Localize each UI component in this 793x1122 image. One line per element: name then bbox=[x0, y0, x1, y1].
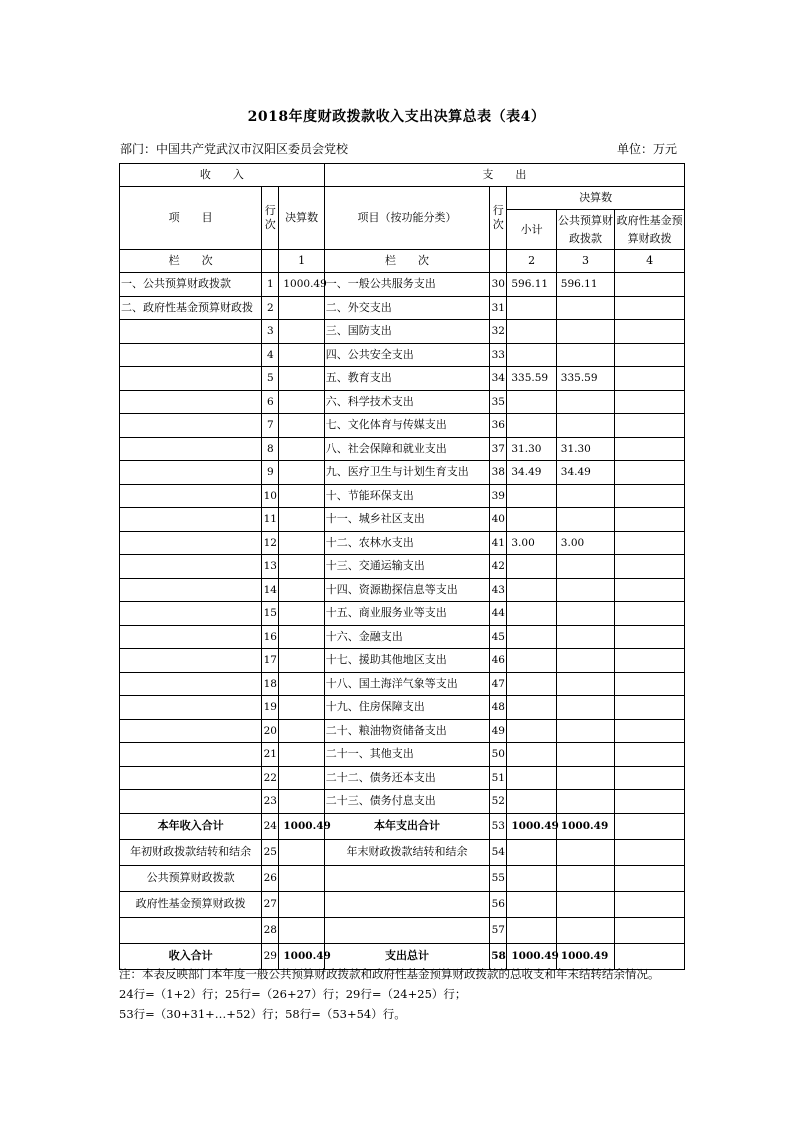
expense-item: 十三、交通运输支出 bbox=[324, 555, 489, 579]
line-number: 13 bbox=[262, 555, 279, 579]
income-amount bbox=[279, 719, 324, 743]
expense-public-budget: 596.11 bbox=[556, 273, 615, 297]
income-item bbox=[120, 508, 262, 532]
year-income-total-amount: 1000.49 bbox=[279, 813, 324, 839]
table-row bbox=[120, 367, 685, 391]
expense-subtotal: 335.59 bbox=[507, 367, 556, 391]
line-number: 15 bbox=[262, 602, 279, 626]
expense-subtotal bbox=[507, 766, 556, 790]
expense-public-budget bbox=[556, 320, 615, 344]
expense-gov-fund bbox=[615, 719, 685, 743]
header-row-2 bbox=[120, 187, 685, 210]
expense-subtotal bbox=[507, 790, 556, 814]
closing-balance-label: 年末财政拨款结转和结余 bbox=[324, 839, 489, 865]
line-number: 3 bbox=[262, 320, 279, 344]
expense-public-budget bbox=[556, 766, 615, 790]
expense-public-budget bbox=[556, 296, 615, 320]
income-amount bbox=[279, 766, 324, 790]
income-column-label: 栏 次 bbox=[120, 250, 262, 273]
line-number: 31 bbox=[490, 296, 507, 320]
line-number: 50 bbox=[490, 743, 507, 767]
table-row bbox=[120, 625, 685, 649]
line-number: 44 bbox=[490, 602, 507, 626]
unit-label: 单位：万元 bbox=[617, 142, 678, 156]
income-amount bbox=[279, 390, 324, 414]
income-item bbox=[120, 649, 262, 673]
expense-item: 十、节能环保支出 bbox=[324, 484, 489, 508]
line-number: 27 bbox=[262, 891, 279, 917]
line-number: 40 bbox=[490, 508, 507, 532]
footnote-line: 24行=（1+2）行；25行=（26+27）行；29行=（24+25）行； bbox=[119, 987, 467, 1001]
income-item bbox=[120, 367, 262, 391]
budget-table bbox=[119, 163, 685, 970]
income-amount: 1000.49 bbox=[279, 273, 324, 297]
column-index-row bbox=[120, 250, 685, 273]
expense-subtotal: 31.30 bbox=[507, 437, 556, 461]
expense-item-header: 项目（按功能分类） bbox=[324, 187, 489, 250]
column-1: 1 bbox=[279, 250, 324, 273]
opening-public-label: 公共预算财政拨款 bbox=[120, 865, 262, 891]
expense-item: 十七、援助其他地区支出 bbox=[324, 649, 489, 673]
expense-item: 四、公共安全支出 bbox=[324, 343, 489, 367]
income-amount bbox=[279, 508, 324, 532]
income-item bbox=[120, 602, 262, 626]
line-number: 48 bbox=[490, 696, 507, 720]
expense-public-budget bbox=[556, 696, 615, 720]
line-number: 22 bbox=[262, 766, 279, 790]
income-amount bbox=[279, 343, 324, 367]
expense-total-subtotal: 1000.49 bbox=[507, 943, 556, 969]
expense-subtotal: 3.00 bbox=[507, 531, 556, 555]
income-amount bbox=[279, 672, 324, 696]
table-row bbox=[120, 555, 685, 579]
page-title: 2018年度财政拨款收入支出决算总表（表4） bbox=[247, 109, 546, 125]
line-number: 42 bbox=[490, 555, 507, 579]
expense-public-budget: 31.30 bbox=[556, 437, 615, 461]
expense-gov-fund bbox=[615, 390, 685, 414]
table-row bbox=[120, 461, 685, 485]
line-number: 58 bbox=[490, 943, 507, 969]
income-item bbox=[120, 461, 262, 485]
income-amount bbox=[279, 296, 324, 320]
expense-public-budget bbox=[556, 602, 615, 626]
income-amount bbox=[279, 531, 324, 555]
line-number: 29 bbox=[262, 943, 279, 969]
opening-fund-row bbox=[120, 891, 685, 917]
expense-gov-fund bbox=[615, 790, 685, 814]
expense-item: 二十一、其他支出 bbox=[324, 743, 489, 767]
line-number: 46 bbox=[490, 649, 507, 673]
expense-item: 八、社会保障和就业支出 bbox=[324, 437, 489, 461]
expense-subtotal bbox=[507, 508, 556, 532]
income-amount bbox=[279, 696, 324, 720]
expense-public-budget bbox=[556, 555, 615, 579]
line-number: 39 bbox=[490, 484, 507, 508]
line-number: 53 bbox=[490, 813, 507, 839]
opening-fund-label: 政府性基金预算财政拨 bbox=[120, 891, 262, 917]
expense-public-budget bbox=[556, 719, 615, 743]
line-number: 43 bbox=[490, 578, 507, 602]
footnote-line: 注：本表反映部门本年度一般公共预算财政拨款和政府性基金预算财政拨款的总收支和年末结转结余情况。 bbox=[119, 967, 660, 981]
expense-gov-fund bbox=[615, 484, 685, 508]
expense-subtotal bbox=[507, 649, 556, 673]
year-income-total-label: 本年收入合计 bbox=[120, 813, 262, 839]
income-item bbox=[120, 672, 262, 696]
expense-public-budget bbox=[556, 672, 615, 696]
expense-subtotal bbox=[507, 484, 556, 508]
year-total-row bbox=[120, 813, 685, 839]
line-number: 23 bbox=[262, 790, 279, 814]
line-number: 51 bbox=[490, 766, 507, 790]
income-amount bbox=[279, 555, 324, 579]
line-number: 16 bbox=[262, 625, 279, 649]
income-line-header: 行次 bbox=[262, 187, 279, 250]
income-item bbox=[120, 437, 262, 461]
public-budget-header: 公共预算财政拨款 bbox=[556, 210, 615, 250]
line-number: 19 bbox=[262, 696, 279, 720]
expense-subtotal bbox=[507, 320, 556, 344]
line-number: 56 bbox=[490, 891, 507, 917]
line-number: 18 bbox=[262, 672, 279, 696]
expense-public-budget: 3.00 bbox=[556, 531, 615, 555]
table-row bbox=[120, 696, 685, 720]
expense-subtotal bbox=[507, 390, 556, 414]
line-number: 45 bbox=[490, 625, 507, 649]
year-expense-public: 1000.49 bbox=[556, 813, 615, 839]
expense-item: 二十、粮油物资储备支出 bbox=[324, 719, 489, 743]
line-number: 30 bbox=[490, 273, 507, 297]
expense-subtotal: 34.49 bbox=[507, 461, 556, 485]
income-total-label: 收入合计 bbox=[120, 943, 262, 969]
column-4: 4 bbox=[615, 250, 685, 273]
income-item bbox=[120, 743, 262, 767]
line-number: 57 bbox=[490, 917, 507, 943]
table-row bbox=[120, 649, 685, 673]
line-number: 10 bbox=[262, 484, 279, 508]
expense-item: 二十三、债务付息支出 bbox=[324, 790, 489, 814]
opening-balance-label: 年初财政拨款结转和结余 bbox=[120, 839, 262, 865]
expense-item: 十二、农林水支出 bbox=[324, 531, 489, 555]
expense-gov-fund bbox=[615, 696, 685, 720]
line-number: 54 bbox=[490, 839, 507, 865]
expense-item: 十一、城乡社区支出 bbox=[324, 508, 489, 532]
line-number: 33 bbox=[490, 343, 507, 367]
line-number: 9 bbox=[262, 461, 279, 485]
expense-gov-fund bbox=[615, 296, 685, 320]
table-row bbox=[120, 790, 685, 814]
table-row bbox=[120, 437, 685, 461]
expense-gov-fund bbox=[615, 320, 685, 344]
line-number: 11 bbox=[262, 508, 279, 532]
expense-subtotal bbox=[507, 696, 556, 720]
footnotes bbox=[119, 964, 660, 1024]
expense-item: 二十二、债务还本支出 bbox=[324, 766, 489, 790]
income-item bbox=[120, 555, 262, 579]
income-amount bbox=[279, 320, 324, 344]
expense-public-budget bbox=[556, 508, 615, 532]
expense-gov-fund bbox=[615, 343, 685, 367]
expense-gov-fund bbox=[615, 367, 685, 391]
expense-public-budget bbox=[556, 390, 615, 414]
table-row bbox=[120, 766, 685, 790]
table-row bbox=[120, 578, 685, 602]
income-item bbox=[120, 625, 262, 649]
income-item bbox=[120, 790, 262, 814]
income-amount bbox=[279, 578, 324, 602]
line-number: 21 bbox=[262, 743, 279, 767]
department-label: 部门：中国共产党武汉市汉阳区委员会党校 bbox=[120, 142, 349, 156]
expense-line-header: 行次 bbox=[490, 187, 507, 250]
expense-gov-fund bbox=[615, 437, 685, 461]
line-number: 55 bbox=[490, 865, 507, 891]
income-amount bbox=[279, 414, 324, 438]
expense-public-budget bbox=[556, 414, 615, 438]
line-number: 34 bbox=[490, 367, 507, 391]
expense-subtotal bbox=[507, 719, 556, 743]
expense-subtotal bbox=[507, 743, 556, 767]
line-number: 14 bbox=[262, 578, 279, 602]
income-amount bbox=[279, 484, 324, 508]
table-row bbox=[120, 390, 685, 414]
expense-public-budget bbox=[556, 484, 615, 508]
line-number: 25 bbox=[262, 839, 279, 865]
income-amount bbox=[279, 367, 324, 391]
expense-gov-fund bbox=[615, 555, 685, 579]
year-expense-subtotal: 1000.49 bbox=[507, 813, 556, 839]
income-item-header: 项 目 bbox=[120, 187, 262, 250]
income-total-amount: 1000.49 bbox=[279, 943, 324, 969]
table-row bbox=[120, 531, 685, 555]
expense-item: 六、科学技术支出 bbox=[324, 390, 489, 414]
line-number: 4 bbox=[262, 343, 279, 367]
table-row bbox=[120, 719, 685, 743]
income-amount bbox=[279, 790, 324, 814]
line-number: 36 bbox=[490, 414, 507, 438]
line-number: 47 bbox=[490, 672, 507, 696]
income-amount bbox=[279, 602, 324, 626]
income-amount bbox=[279, 625, 324, 649]
line-number: 20 bbox=[262, 719, 279, 743]
opening-public-row bbox=[120, 865, 685, 891]
table-row bbox=[120, 296, 685, 320]
expense-gov-fund bbox=[615, 508, 685, 532]
income-item bbox=[120, 484, 262, 508]
line-number: 8 bbox=[262, 437, 279, 461]
table-row bbox=[120, 343, 685, 367]
line-number: 24 bbox=[262, 813, 279, 839]
expense-gov-fund bbox=[615, 578, 685, 602]
final-amount-header: 决算数 bbox=[507, 187, 685, 210]
income-item bbox=[120, 531, 262, 555]
income-item bbox=[120, 414, 262, 438]
table-row bbox=[120, 273, 685, 297]
table-row bbox=[120, 508, 685, 532]
line-number: 32 bbox=[490, 320, 507, 344]
income-amount-header: 决算数 bbox=[279, 187, 324, 250]
subtotal-header: 小计 bbox=[507, 210, 556, 250]
expense-subtotal bbox=[507, 602, 556, 626]
expense-item: 十四、资源勘探信息等支出 bbox=[324, 578, 489, 602]
income-amount bbox=[279, 461, 324, 485]
expense-item: 五、教育支出 bbox=[324, 367, 489, 391]
expense-column-label: 栏 次 bbox=[324, 250, 489, 273]
expense-subtotal bbox=[507, 625, 556, 649]
expense-item: 七、文化体育与传媒支出 bbox=[324, 414, 489, 438]
line-number: 49 bbox=[490, 719, 507, 743]
line-number: 26 bbox=[262, 865, 279, 891]
expense-public-budget bbox=[556, 743, 615, 767]
opening-balance-row bbox=[120, 839, 685, 865]
line-number: 17 bbox=[262, 649, 279, 673]
expense-public-budget bbox=[556, 343, 615, 367]
expense-gov-fund bbox=[615, 743, 685, 767]
expense-public-budget bbox=[556, 790, 615, 814]
expense-public-budget: 34.49 bbox=[556, 461, 615, 485]
expense-item: 三、国防支出 bbox=[324, 320, 489, 344]
year-expense-total-label: 本年支出合计 bbox=[324, 813, 489, 839]
expense-gov-fund bbox=[615, 766, 685, 790]
table-row bbox=[120, 743, 685, 767]
expense-total-public: 1000.49 bbox=[556, 943, 615, 969]
income-item bbox=[120, 719, 262, 743]
expense-total-label: 支出总计 bbox=[324, 943, 489, 969]
expense-gov-fund bbox=[615, 273, 685, 297]
income-item bbox=[120, 320, 262, 344]
line-number: 12 bbox=[262, 531, 279, 555]
line-number: 1 bbox=[262, 273, 279, 297]
column-3: 3 bbox=[556, 250, 615, 273]
income-item bbox=[120, 343, 262, 367]
line-number: 7 bbox=[262, 414, 279, 438]
expense-public-budget: 335.59 bbox=[556, 367, 615, 391]
expense-header: 支 出 bbox=[324, 164, 684, 187]
income-item bbox=[120, 696, 262, 720]
expense-public-budget bbox=[556, 649, 615, 673]
expense-subtotal bbox=[507, 555, 556, 579]
expense-item: 九、医疗卫生与计划生育支出 bbox=[324, 461, 489, 485]
expense-gov-fund bbox=[615, 531, 685, 555]
expense-item: 十五、商业服务业等支出 bbox=[324, 602, 489, 626]
gov-fund-header: 政府性基金预算财政拨 bbox=[615, 210, 685, 250]
line-number: 6 bbox=[262, 390, 279, 414]
expense-subtotal bbox=[507, 672, 556, 696]
column-2: 2 bbox=[507, 250, 556, 273]
expense-gov-fund bbox=[615, 625, 685, 649]
line-number: 37 bbox=[490, 437, 507, 461]
expense-item: 一、一般公共服务支出 bbox=[324, 273, 489, 297]
expense-public-budget bbox=[556, 578, 615, 602]
line-number: 28 bbox=[262, 917, 279, 943]
line-number: 2 bbox=[262, 296, 279, 320]
table-row bbox=[120, 414, 685, 438]
table-row bbox=[120, 484, 685, 508]
expense-item: 十八、国土海洋气象等支出 bbox=[324, 672, 489, 696]
expense-subtotal bbox=[507, 343, 556, 367]
expense-item: 十六、金融支出 bbox=[324, 625, 489, 649]
line-number: 5 bbox=[262, 367, 279, 391]
expense-item: 二、外交支出 bbox=[324, 296, 489, 320]
footnote-line: 53行=（30+31+…+52）行；58行=（53+54）行。 bbox=[119, 1007, 406, 1021]
income-amount bbox=[279, 649, 324, 673]
table-row bbox=[120, 602, 685, 626]
line-number: 38 bbox=[490, 461, 507, 485]
expense-gov-fund bbox=[615, 649, 685, 673]
table-row bbox=[120, 672, 685, 696]
table-row bbox=[120, 320, 685, 344]
expense-subtotal bbox=[507, 414, 556, 438]
line-number: 52 bbox=[490, 790, 507, 814]
expense-subtotal bbox=[507, 296, 556, 320]
income-header: 收 入 bbox=[120, 164, 325, 187]
income-amount bbox=[279, 743, 324, 767]
income-item bbox=[120, 578, 262, 602]
expense-item: 十九、住房保障支出 bbox=[324, 696, 489, 720]
income-amount bbox=[279, 437, 324, 461]
expense-gov-fund bbox=[615, 461, 685, 485]
income-item bbox=[120, 766, 262, 790]
blank-row bbox=[120, 917, 685, 943]
income-item: 一、公共预算财政拨款 bbox=[120, 273, 262, 297]
income-item bbox=[120, 390, 262, 414]
expense-public-budget bbox=[556, 625, 615, 649]
expense-gov-fund bbox=[615, 414, 685, 438]
expense-gov-fund bbox=[615, 672, 685, 696]
expense-subtotal bbox=[507, 578, 556, 602]
header-row-1 bbox=[120, 164, 685, 187]
expense-subtotal: 596.11 bbox=[507, 273, 556, 297]
line-number: 41 bbox=[490, 531, 507, 555]
expense-gov-fund bbox=[615, 602, 685, 626]
line-number: 35 bbox=[490, 390, 507, 414]
income-item: 二、政府性基金预算财政拨 bbox=[120, 296, 262, 320]
